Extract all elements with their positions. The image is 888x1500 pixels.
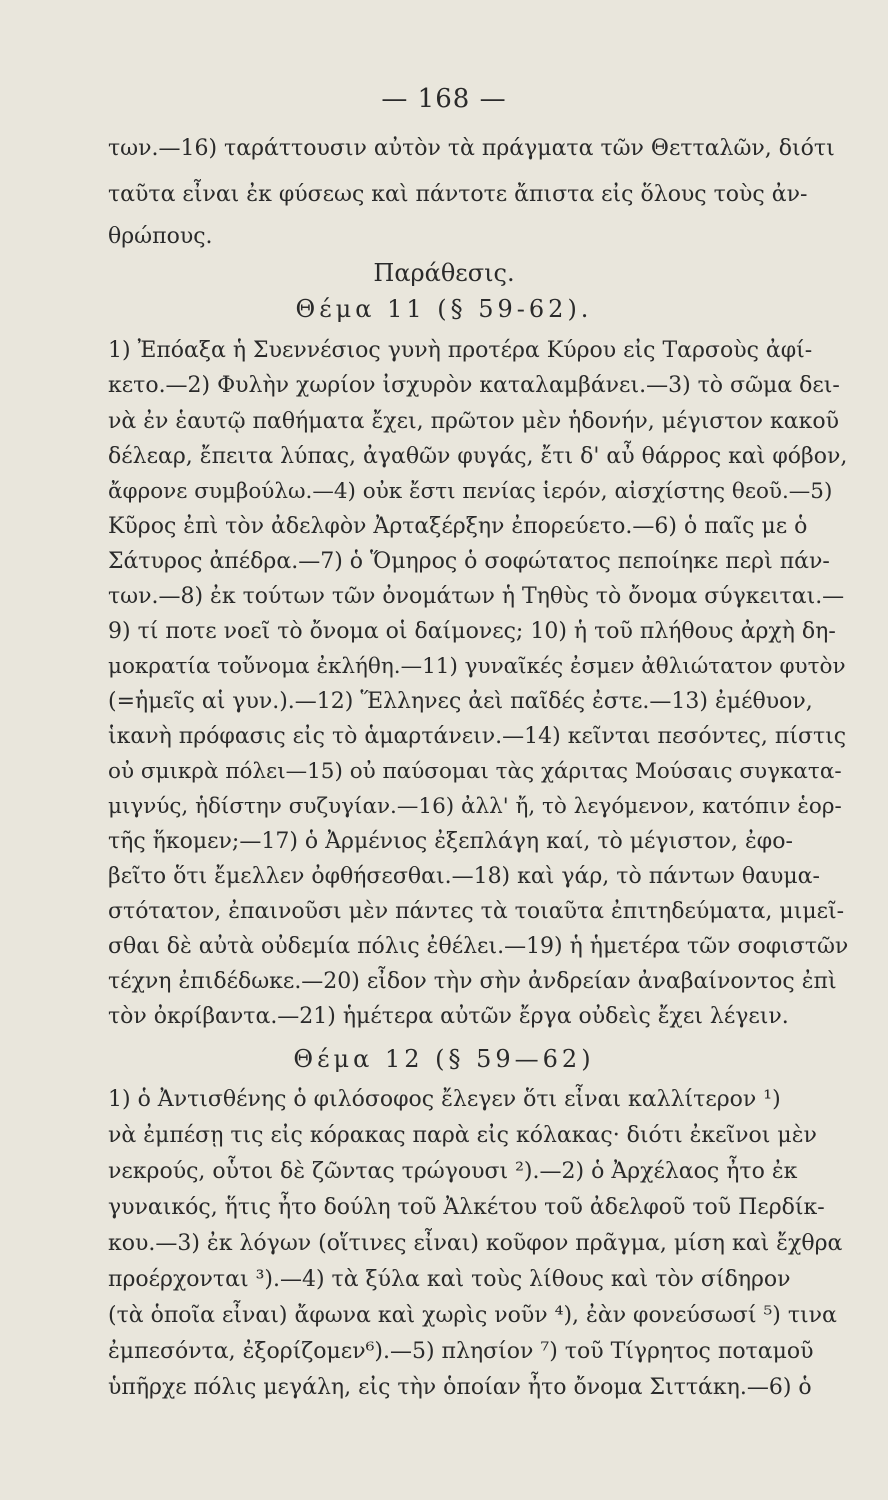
text-line: ἄφρονε συμβούλω.—4) οὐκ ἔστι πενίας ἱερόν, αἰσχίστης θεοῦ.—5): [108, 479, 833, 504]
text-line: των.—16) ταράττουσιν αὐτὸν τὰ πράγματα τῶν Θετταλῶν, διότι: [108, 136, 835, 161]
text-line: νεκρούς, οὗτοι δὲ ζῶντας τρώγουσι ²).—2) ὁ Ἀρχέλαος ἦτο ἐκ: [108, 1159, 798, 1184]
text-line: (=ἡμεῖς αἱ γυν.).—12) Ἕλληνες ἀεὶ παῖδές ἐστε.—13) ἐμέθυον,: [108, 689, 813, 714]
text-line: 1) Ἐπόαξα ἡ Συεννέσιος γυνὴ προτέρα Κύρου εἰς Ταρσοὺς ἀφί-: [108, 338, 813, 363]
text-line: των.—8) ἐκ τούτων τῶν ὀνομάτων ἡ Τηθὺς τὸ ὄνομα σύγκειται.—: [108, 584, 845, 609]
text-line: 1) ὁ Ἀντισθένης ὁ φιλόσοφος ἔλεγεν ὅτι εἶναι καλλίτερον ¹): [108, 1087, 781, 1112]
text-line: γυναικός, ἥτις ἦτο δούλη τοῦ Ἀλκέτου τοῦ ἀδελφοῦ τοῦ Περδίκ-: [108, 1195, 825, 1220]
text-line: μοκρατία τοὔνομα ἐκλήθη.—11) γυναῖκές ἐσμεν ἀθλιώτατον φυτὸν: [108, 654, 846, 679]
text-line: οὐ σμικρὰ πόλει—15) οὐ παύσομαι τὰς χάριτας Μούσαις συγκατα-: [108, 759, 842, 784]
text-line: Κῦρος ἐπὶ τὸν ἀδελφὸν Ἀρταξέρξην ἐπορεύετο.—6) ὁ παῖς με ὁ: [108, 514, 808, 539]
text-line: κου.—3) ἐκ λόγων (οἵτινες εἶναι) κοῦφον πρᾶγμα, μίση καὶ ἔχθρα: [108, 1231, 843, 1256]
text-line: μιγνύς, ἡδίστην συζυγίαν.—16) ἀλλ' ἤ, τὸ λεγόμενον, κατόπιν ἑορ-: [108, 794, 842, 819]
text-line: νὰ ἐν ἑαυτῷ παθήματα ἔχει, πρῶτον μὲν ἡδονήν, μέγιστον κακοῦ: [108, 409, 840, 434]
text-line: ὑπῆρχε πόλις μεγάλη, εἰς τὴν ὁποίαν ἦτο ὄνομα Σιττάκη.—6) ὁ: [108, 1375, 812, 1400]
text-line: ἐμπεσόντα, ἐξορίζομεν⁶).—5) πλησίον ⁷) τοῦ Τίγρητος ποταμοῦ: [108, 1339, 814, 1364]
page-number: — 168 —: [381, 84, 507, 114]
text-line: 9) τί ποτε νοεῖ τὸ ὄνομα οἱ δαίμονες; 10) ἡ τοῦ πλήθους ἀρχὴ δη-: [108, 619, 836, 644]
text-line: δέλεαρ, ἔπειτα λύπας, ἀγαθῶν φυγάς, ἔτι δ' αὖ θάρρος καὶ φόβον,: [108, 444, 848, 469]
theme-heading: Θέμα 11 (§ 59-62).: [295, 295, 593, 323]
text-line: βεῖτο ὅτι ἔμελλεν ὀφθήσεσθαι.—18) καὶ γάρ, τὸ πάντων θαυμα-: [108, 864, 820, 889]
text-line: κετο.—2) Φυλὴν χωρίον ἰσχυρὸν καταλαμβάνει.—3) τὸ σῶμα δει-: [108, 373, 840, 398]
text-line: (τὰ ὁποῖα εἶναι) ἄφωνα καὶ χωρὶς νοῦν ⁴), ἐὰν φονεύσωσί ⁵) τινα: [108, 1303, 837, 1328]
text-line: προέρχονται ³).—4) τὰ ξύλα καὶ τοὺς λίθους καὶ τὸν σίδηρον: [108, 1267, 791, 1292]
text-line: ταῦτα εἶναι ἐκ φύσεως καὶ πάντοτε ἄπιστα εἰς ὅλους τοὺς ἀν-: [108, 182, 808, 207]
text-line: ἱκανὴ πρόφασις εἰς τὸ ἁμαρτάνειν.—14) κεῖνται πεσόντες, πίστις: [108, 724, 847, 749]
text-line: θρώπους.: [108, 224, 213, 249]
text-line: σθαι δὲ αὐτὰ οὐδεμία πόλις ἐθέλει.—19) ἡ ἡμετέρα τῶν σοφιστῶν: [108, 934, 849, 959]
text-line: τῆς ἥκομεν;—17) ὁ Ἀρμένιος ἐξεπλάγη καί, τὸ μέγιστον, ἐφο-: [108, 829, 793, 854]
text-line: νὰ ἐμπέσῃ τις εἰς κόρακας παρὰ εἰς κόλακας· διότι ἐκεῖνοι μὲν: [108, 1123, 817, 1148]
text-line: Σάτυρος ἀπέδρα.—7) ὁ Ὅμηρος ὁ σοφώτατος πεποίηκε περὶ πάν-: [108, 549, 830, 574]
text-line: τὸν ὀκρίβαντα.—21) ἡμέτερα αὐτῶν ἔργα οὐδεὶς ἔχει λέγειν.: [108, 1004, 789, 1029]
theme-heading: Θέμα 12 (§ 59—62): [293, 1045, 595, 1073]
text-line: τέχνη ἐπιδέδωκε.—20) εἶδον τὴν σὴν ἀνδρείαν ἀναβαίνοντος ἐπὶ: [108, 969, 837, 994]
section-heading: Παράθεσις.: [373, 259, 515, 287]
text-line: στότατον, ἐπαινοῦσι μὲν πάντες τὰ τοιαῦτα ἐπιτηδεύματα, μιμεῖ-: [108, 899, 845, 924]
